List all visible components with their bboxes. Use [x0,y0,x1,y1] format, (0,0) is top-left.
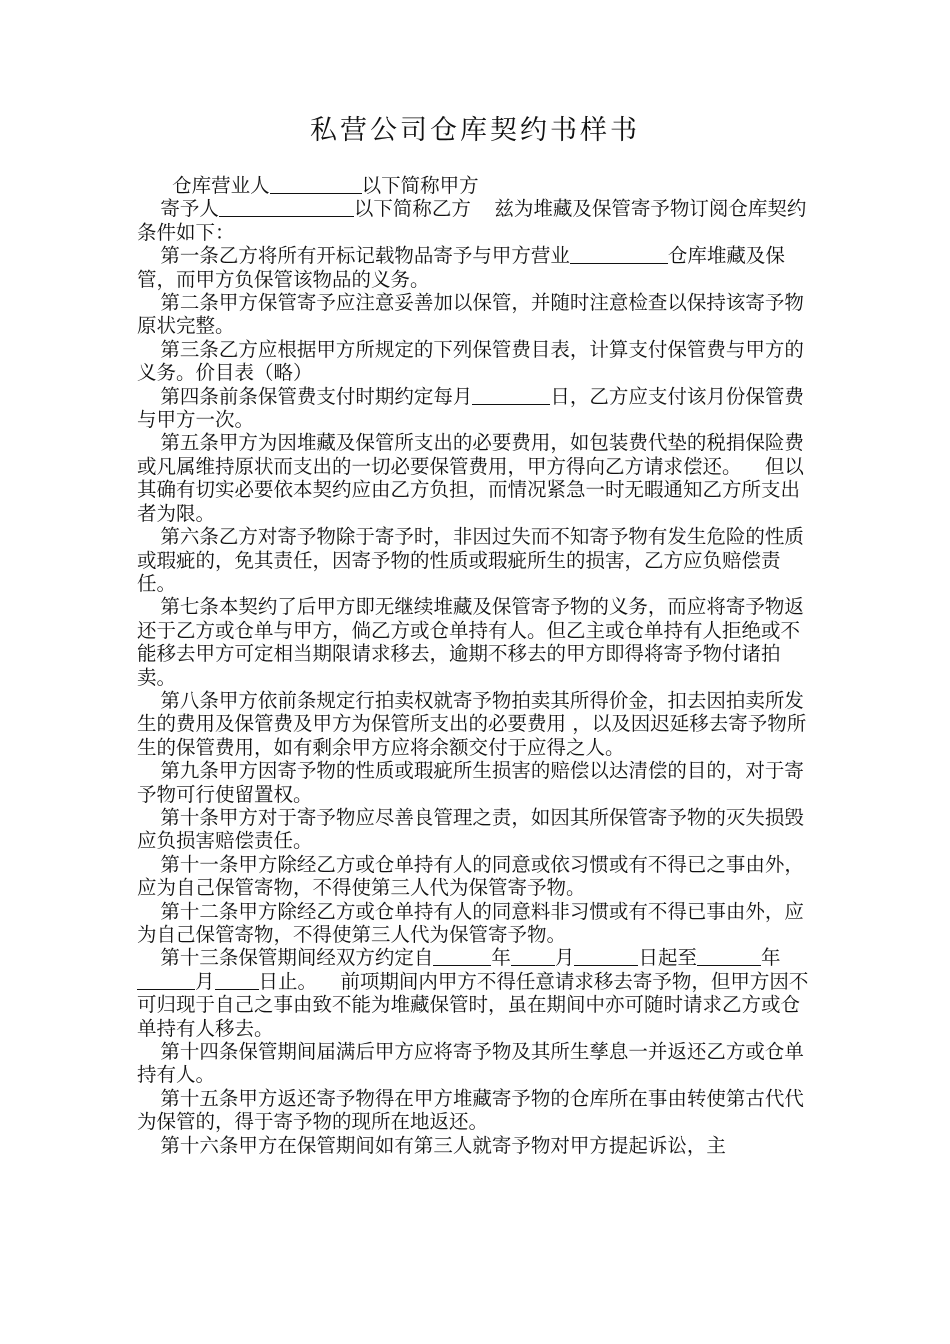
clause-1: 第一条乙方将所有开标记载物品寄予与甲方营业 仓库堆藏及保管，而甲方负保管该物品的义务。 [137,244,785,291]
day-blank [472,385,550,405]
warehouse-blank [570,244,668,264]
clause-3: 第三条乙方应根据甲方所规定的下列保管费目表，计算支付保管费与甲方的义务。价目表（略） [137,337,804,385]
operator-blank [270,174,362,194]
clause-4: 第四条前条保管费支付时期约定每月 日，乙方应支付该月份保管费与甲方一次。 [137,384,804,432]
clause-2: 第二条甲方保管寄予应注意妥善加以保管，并随时注意检查以保持该寄予物原状完整。 [137,291,804,338]
clause-16: 第十六条甲方在保管期间如有第三人就寄予物对甲方提起诉讼，主 [160,1133,726,1157]
clause-11: 第十一条甲方除经乙方或仓单持有人的同意或依习惯或有不得已之事由外，应为自己保管寄物，不得使第三人代为保管寄予物。 [137,852,804,900]
end-year-blank [697,946,761,966]
clause-7: 第七条本契约了后甲方即无继续堆藏及保管寄予物的义务，而应将寄予物返还于乙方或仓单与甲方，倘乙方或仓单持有人。但乙主或仓单持有人拒绝或不能移去甲方可定相当期限请求移去，逾期不移去的甲方即得将寄予物付诸拍卖。 [137,595,804,689]
end-day-blank [215,970,259,990]
clause-15: 第十五条甲方返还寄予物得在甲方堆藏寄予物的仓库所在事由转使第古代代为保管的，得于寄予物的现所在地返还。 [137,1086,804,1134]
end-month-blank [137,970,195,990]
clause-6: 第六条乙方对寄予物除于寄予时，非因过失而不知寄予物有发生危险的性质或瑕疵的，免其责任，因寄予物的性质或瑕疵所生的损害，乙方应负赔偿责任。 [137,525,804,595]
clause-14: 第十四条保管期间届满后甲方应将寄予物及其所生孳息一并返还乙方或仓单持有人。 [137,1040,804,1087]
start-day-blank [574,946,638,966]
intro-warehouse-operator: 仓库营业人 以下简称甲方 [172,174,479,197]
start-month-blank [511,946,555,966]
clause-8: 第八条甲方依前条规定行拍卖权就寄予物拍卖其所得价金，扣去因拍卖所发生的费用及保管费及甲方为保管所支出的必要费用 ，以及因迟延移去寄予物所生的保管费用，如有剩余甲方应将余额交付于应得之人。 [137,688,807,759]
clause-13: 第十三条保管期间经双方约定自 年 月 日起至 年月 日止。 前项期间内甲方不得任意请求移去寄予物，但甲方因不可归现于自己之事由致不能为堆藏保管时，虽在期间中亦可随时请求乙方或仓单持有人移去。 [137,946,809,1040]
document-body [137,174,817,1157]
depositor-blank [219,197,354,217]
clause-9: 第九条甲方因寄予物的性质或瑕疵所生损害的赔偿以达清偿的目的，对于寄予物可行使留置权。 [137,759,804,806]
document-title: 私营公司仓库契约书样书 [310,115,640,146]
intro-depositor: 寄予人 以下简称乙方 兹为堆藏及保管寄予物订阅仓库契约条件如下： [137,197,807,244]
start-year-blank [433,946,491,966]
clause-10: 第十条甲方对于寄予物应尽善良管理之责，如因其所保管寄予物的灭失损毁应负损害赔偿责任。 [137,805,804,853]
clause-12: 第十二条甲方除经乙方或仓单持有人的同意料非习惯或有不得已事由外，应为自己保管寄物，不得使第三人代为保管寄予物。 [137,899,804,946]
clause-5: 第五条甲方为因堆藏及保管所支出的必要费用，如包装费代垫的税捐保险费或凡属维持原状而支出的一切必要保管费用，甲方得向乙方请求偿还。 但以其确有切实必要依本契约应由乙方负担，而情况紧急一时无暇通知乙方所支出者为限。 [137,431,804,525]
